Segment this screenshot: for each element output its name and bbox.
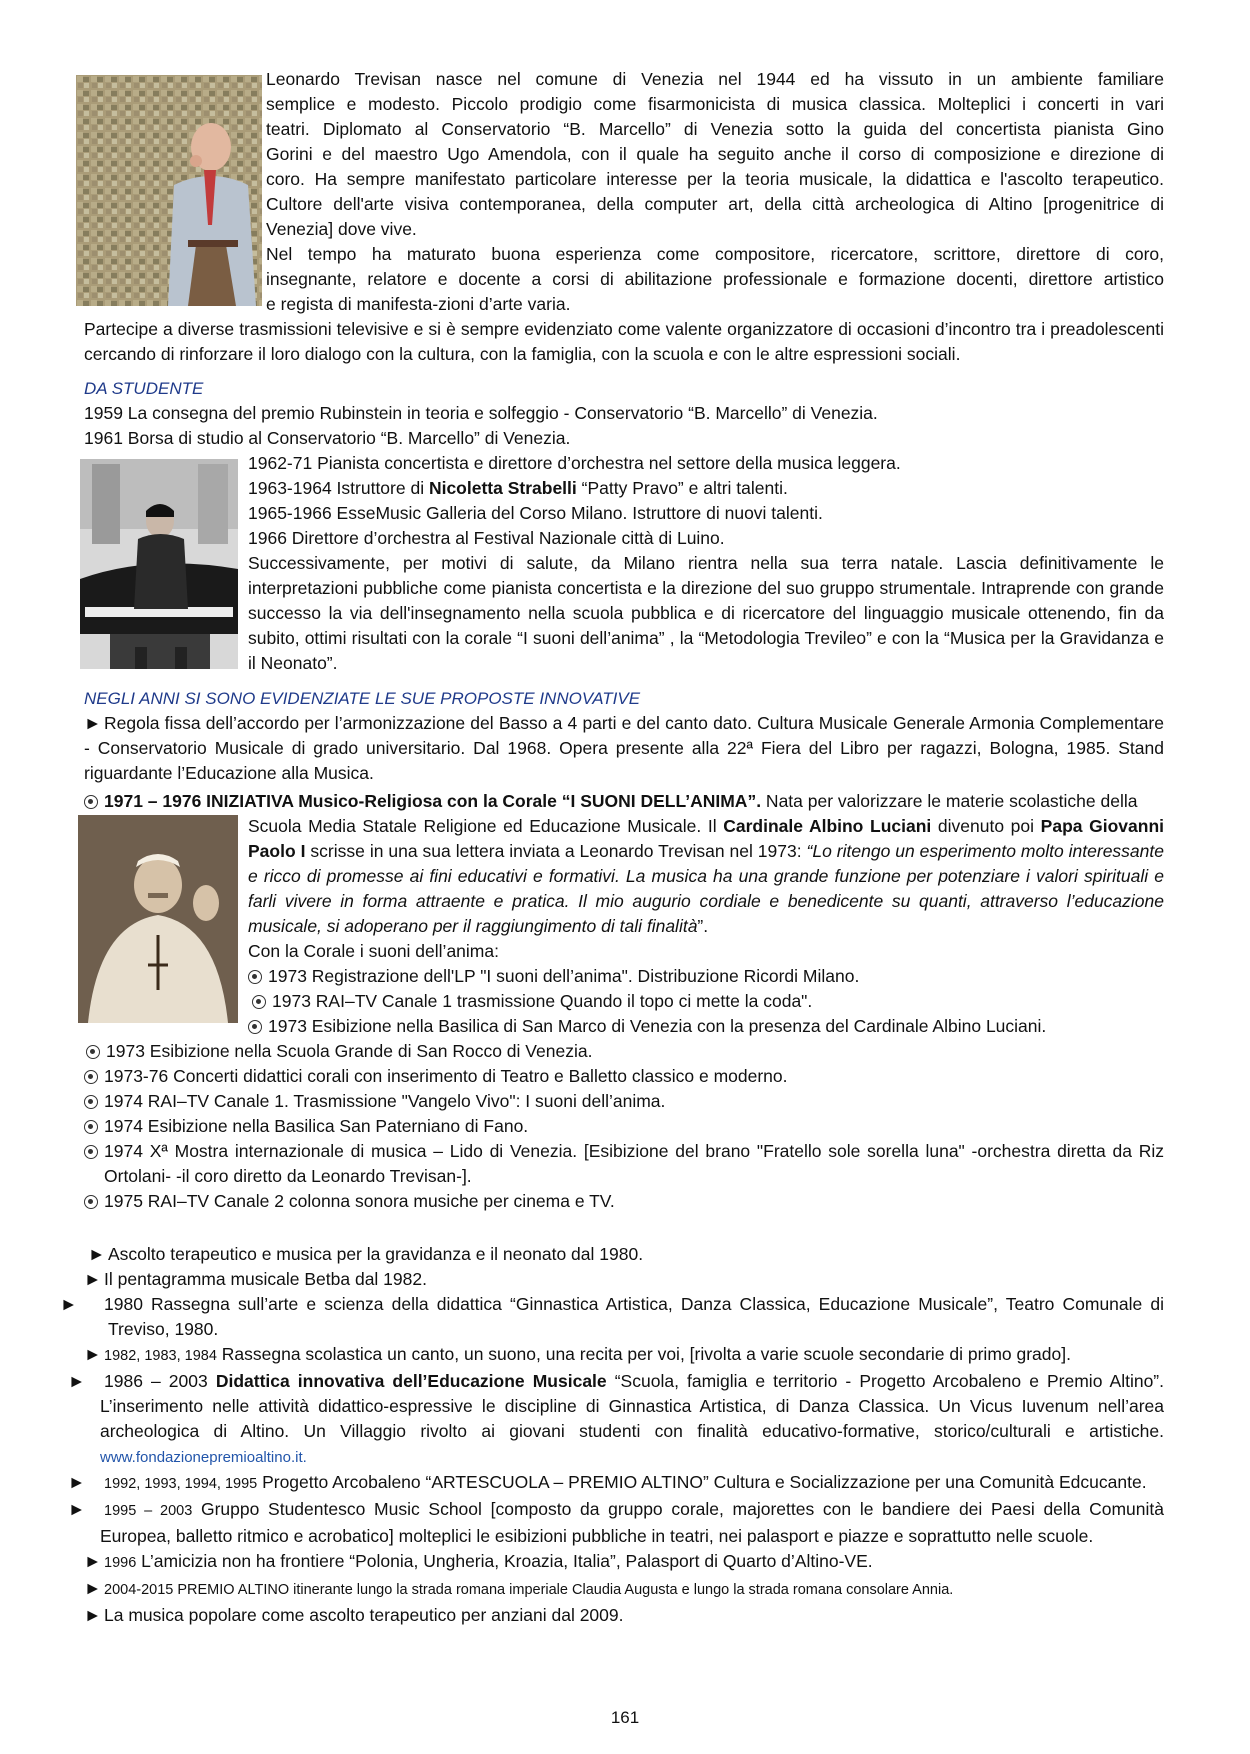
iniziativa-title: 1971 – 1976 INIZIATIVA Musico-Religiosa con la Corale “I SUONI DELL’ANIMA”. <box>104 791 762 811</box>
later-item-text: 2004-2015 PREMIO ALTINO itinerante lungo la strada romana imperiale Claudia Augusta e lungo la strada romana consolare Annia. <box>104 1582 954 1598</box>
corale-item-text: 1973 Esibizione nella Basilica di San Marco di Venezia con la presenza del Cardinale Albino Luciani. <box>268 1016 1047 1036</box>
music-school-years: 1995 – 2003 <box>104 1503 193 1519</box>
intro-paragraph: Partecipe a diverse trasmissioni televisive e si è sempre evidenziato come valente organizzatore di occasioni d’incontro tra i preadolescenti cercando di rinforzare il loro dialogo con la cultura, con la famiglia, con la scuola e con le altre espressioni sociali. <box>84 319 1164 364</box>
circle-bullet-icon <box>86 1045 100 1059</box>
circle-bullet-icon <box>252 995 266 1009</box>
later-list <box>60 1242 1164 1628</box>
later-item <box>84 1603 1164 1628</box>
pianist-image <box>80 459 238 669</box>
later-item-text: Il pentagramma musicale Betba dal 1982. <box>104 1269 427 1289</box>
portrait-photo <box>76 75 262 306</box>
pope-image <box>78 815 238 1023</box>
arcobaleno-years: 1992, 1993, 1994, 1995 <box>104 1476 258 1492</box>
papa-name: Papa Giovanni Paolo I <box>248 816 1164 861</box>
circle-bullet-icon <box>84 1195 98 1209</box>
circle-bullet-icon <box>248 970 262 984</box>
later-item <box>84 1242 1164 1267</box>
intro-line: coro. Ha sempre manifestato particolare interesse per la teoria musicale, la didattica e l'ascolto terapeutico. <box>266 169 1164 189</box>
corale-item <box>84 1114 1164 1139</box>
cardinale-name: Cardinale Albino Luciani <box>723 816 932 836</box>
corale-item-text: 1973 Esibizione nella Scuola Grande di San Rocco di Venezia. <box>106 1041 593 1061</box>
later-item <box>68 1497 1164 1549</box>
iniziativa-line <box>84 789 1164 814</box>
scrisse-text: scrisse in una sua lettera inviata a Leonardo Trevisan nel 1973: <box>305 841 807 861</box>
later-item <box>84 1576 1164 1603</box>
iniziativa-rest: Nata per valorizzare le materie scolastiche della <box>761 791 1138 811</box>
intro-line: Leonardo Trevisan nasce nel comune di Venezia nel 1944 ed ha vissuto in un ambiente familiare <box>266 69 1164 89</box>
arrow-right-triangle-icon: ► <box>60 1294 78 1314</box>
quote-end: ”. <box>697 916 709 936</box>
career-line <box>248 476 1164 501</box>
arrow-right-triangle-icon: ► <box>88 1244 106 1264</box>
later-item-text: Gruppo Studentesco Music School [composto da gruppo corale, majorettes con le bandiere dei Paesi della Comunità Europea, balletto ritmico e acrobatico] molteplici le esibizioni pubbliche in teatri, nei palasport e piazze e soprattutto nelle scuole. <box>100 1499 1164 1546</box>
circle-bullet-icon <box>84 1070 98 1084</box>
corale-item <box>248 964 1164 989</box>
later-item <box>68 1470 1164 1497</box>
later-item <box>60 1292 1164 1342</box>
regola-item <box>84 711 1164 786</box>
scuola-line: Scuola Media Statale Religione ed Educazione Musicale. Il <box>248 816 724 836</box>
later-item-text: L’amicizia non ha frontiere “Polonia, Ungheria, Kroazia, Italia”, Palasport di Quarto d’Altino-VE. <box>136 1551 873 1571</box>
career-line: 1962-71 Pianista concertista e direttore d’orchestra nel settore della musica leggera. <box>248 453 901 473</box>
intro-line: Cultore dell'arte visiva contemporanea, della computer art, della città archeologica di Altino [progenitrice di <box>266 194 1164 214</box>
intro-line: e regista di manifesta-zioni d’arte varia. <box>266 294 571 314</box>
intro-line: insegnante, relatore e docente a corsi di abilitazione professionale e formazione docenti, direttore artistico <box>266 269 1164 289</box>
corale-inner <box>248 939 1164 1039</box>
corale-item-text: 1973 RAI–TV Canale 1 trasmissione Quando il topo ci mette la coda". <box>272 991 813 1011</box>
corale-item <box>84 1089 1164 1114</box>
didattica-years: 1986 – 2003 <box>104 1371 216 1391</box>
arrow-right-triangle-icon: ► <box>84 1605 102 1625</box>
student-line: 1959 La consegna del premio Rubinstein in teoria e solfeggio - Conservatorio “B. Marcello” di Venezia. <box>84 403 878 423</box>
later-item-text: “Scuola, famiglia e territorio - Progetto Arcobaleno e Premio Altino”. L’inserimento nelle attività didattico-espressive le discipline di Ginnastica Artistica, di Danza Classica. Un Vicus Iuvenum nell’area archeologica di Altino. Un Villaggio rivolto ai giovani studenti con finalità educativo-formative, storico/culturali e artistiche. <box>100 1371 1164 1441</box>
strabelli-name: Nicoletta Strabelli <box>428 478 577 498</box>
later-item-text: Ascolto terapeutico e musica per la gravidanza e il neonato dal 1980. <box>108 1244 644 1264</box>
corale-item <box>84 1189 1164 1214</box>
corale-item-text: 1974 RAI–TV Canale 1. Trasmissione "Vangelo Vivo": I suoni dell’anima. <box>104 1091 666 1111</box>
papa-block <box>248 814 1164 939</box>
later-item <box>84 1549 1164 1576</box>
page-number: 161 <box>610 1708 640 1727</box>
amicizia-year: 1996 <box>104 1555 137 1571</box>
later-item <box>68 1369 1164 1470</box>
corale-item-text: 1974 Xª Mostra internazionale di musica – Lido di Venezia. [Esibizione del brano "Fratello sole sorella luna" -orchestra diretta da Riz Ortolani- -il coro diretto da Leonardo Trevisan-]. <box>104 1141 1164 1186</box>
corale-item-text: 1973-76 Concerti didattici corali con inserimento di Teatro e Balletto classico e moderno. <box>104 1066 788 1086</box>
corale-item <box>84 1039 1164 1064</box>
intro-line: teatri. Diplomato al Conservatorio “B. Marcello” di Venezia sotto la guida del concertista pianista Gino <box>266 119 1164 139</box>
arrow-right-triangle-icon: ► <box>68 1371 86 1391</box>
istruttore-post: “Patty Pravo” e altri talenti. <box>576 478 788 498</box>
didattica-title: Didattica innovativa dell’Educazione Musicale <box>215 1371 607 1391</box>
intro-line: Venezia] dove vive. <box>266 219 417 239</box>
rassegna-years: 1982, 1983, 1984 <box>104 1348 217 1364</box>
student-line: 1961 Borsa di studio al Conservatorio “B. Marcello” di Venezia. <box>84 428 571 448</box>
portrait-image <box>76 75 262 306</box>
corale-item <box>248 1014 1164 1039</box>
career-line: 1966 Direttore d’orchestra al Festival Nazionale città di Luino. <box>248 528 725 548</box>
innovative-heading: NEGLI ANNI SI SONO EVIDENZIATE LE SUE PROPOSTE INNOVATIVE <box>84 689 641 708</box>
regola-text: Regola fissa dell’accordo per l’armonizzazione del Basso a 4 parti e del canto dato. Cultura Musicale Generale Armonia Complementare - Conservatorio Musicale di grado universitario. Dal 1968. Opera presente alla 22ª Fiera del Libro per ragazzi, Bologna, 1985. Stand riguardante l’Educazione alla Musica. <box>84 713 1164 783</box>
arrow-right-triangle-icon: ► <box>68 1499 86 1519</box>
circle-bullet-icon <box>84 1095 98 1109</box>
arrow-right-triangle-icon: ► <box>68 1472 86 1492</box>
corale-item-text: 1974 Esibizione nella Basilica San Paterniano di Fano. <box>104 1116 529 1136</box>
later-item-text: 1980 Rassegna sull’arte e scienza della didattica “Ginnastica Artistica, Danza Classica, Educazione Musicale”, Teatro Comunale di Treviso, 1980. <box>104 1294 1164 1339</box>
later-item-text: Progetto Arcobaleno “ARTESCUOLA – PREMIO ALTINO” Cultura e Socializzazione per una Comunità Edcucante. <box>257 1472 1147 1492</box>
intro-line: Gorini e del maestro Ugo Amendola, con il quale ha seguito anche il corso di composizione e direzione di <box>266 144 1164 164</box>
arrow-right-triangle-icon: ► <box>84 1269 102 1289</box>
intro-line: semplice e modesto. Piccolo prodigio come fisarmonicista di musica classica. Molteplici i concerti in vari <box>266 94 1164 114</box>
papa-quote: “Lo ritengo un esperimento molto interessante e ricco di promesse ai fini educativi e formativi. La musica ha una grande funzione per potenziare i valori spirituali e farli vivere in forma attraente e pratica. Il mio augurio cordiale e benedicente su quanti, attraverso l’educazione musicale, si adoperano per il raggiungimento di tali finalità <box>248 841 1164 936</box>
later-item <box>84 1342 1164 1369</box>
arrow-right-triangle-icon: ► <box>84 1344 102 1364</box>
circle-bullet-icon <box>84 1120 98 1134</box>
pope-photo <box>78 815 238 1023</box>
later-item <box>84 1267 1164 1292</box>
student-list <box>84 401 1164 451</box>
website-link[interactable]: www.fondazionepremioaltino.it. <box>100 1449 307 1466</box>
student-heading: DA STUDENTE <box>84 379 204 398</box>
circle-bullet-icon <box>248 1020 262 1034</box>
later-item-text: Rassegna scolastica un canto, un suono, una recita per voi, [rivolta a varie scuole secondarie di primo grado]. <box>216 1344 1071 1364</box>
arrow-right-triangle-icon: ► <box>84 1578 102 1598</box>
arrow-right-triangle-icon: ► <box>84 713 102 733</box>
career-line: 1965-1966 EsseMusic Galleria del Corso Milano. Istruttore di nuovi talenti. <box>248 503 823 523</box>
corale-item <box>248 989 1164 1014</box>
intro-text <box>266 67 1164 317</box>
later-item-text: La musica popolare come ascolto terapeutico per anziani dal 2009. <box>104 1605 624 1625</box>
corale-item-text: 1975 RAI–TV Canale 2 colonna sonora musiche per cinema e TV. <box>104 1191 615 1211</box>
career-paragraph: Successivamente, per motivi di salute, da Milano rientra nella sua terra natale. Lascia definitivamente le interpretazioni pubbliche come pianista concertista e la direzione del suo gruppo strumentale. Intraprende con grande successo la via dell'insegnamento nella scuola pubblica e di ricercatore del linguaggio musicale ottenendo, fin da subito, ottimi risultati con la corale “I suoni dell’anima” , la “Metodologia Trevileo” e con la “Musica per la Gravidanza e il Neonato”. <box>248 553 1164 673</box>
corale-item <box>84 1064 1164 1089</box>
circle-bullet-icon <box>84 795 98 809</box>
circle-bullet-icon <box>84 1145 98 1159</box>
career-list <box>248 451 1164 676</box>
corale-intro: Con la Corale i suoni dell’anima: <box>248 941 499 961</box>
intro-line: Nel tempo ha maturato buona esperienza come compositore, ricercatore, scrittore, direttore di coro, <box>266 244 1164 264</box>
istruttore-pre: 1963-1964 Istruttore di <box>248 478 429 498</box>
corale-item <box>84 1139 1164 1189</box>
arrow-right-triangle-icon: ► <box>84 1551 102 1571</box>
corale-item-text: 1973 Registrazione dell'LP "I suoni dell’anima". Distribuzione Ricordi Milano. <box>268 966 860 986</box>
pianist-photo <box>80 459 238 669</box>
divenuto-text: divenuto poi <box>931 816 1041 836</box>
corale-outer <box>84 1039 1164 1214</box>
